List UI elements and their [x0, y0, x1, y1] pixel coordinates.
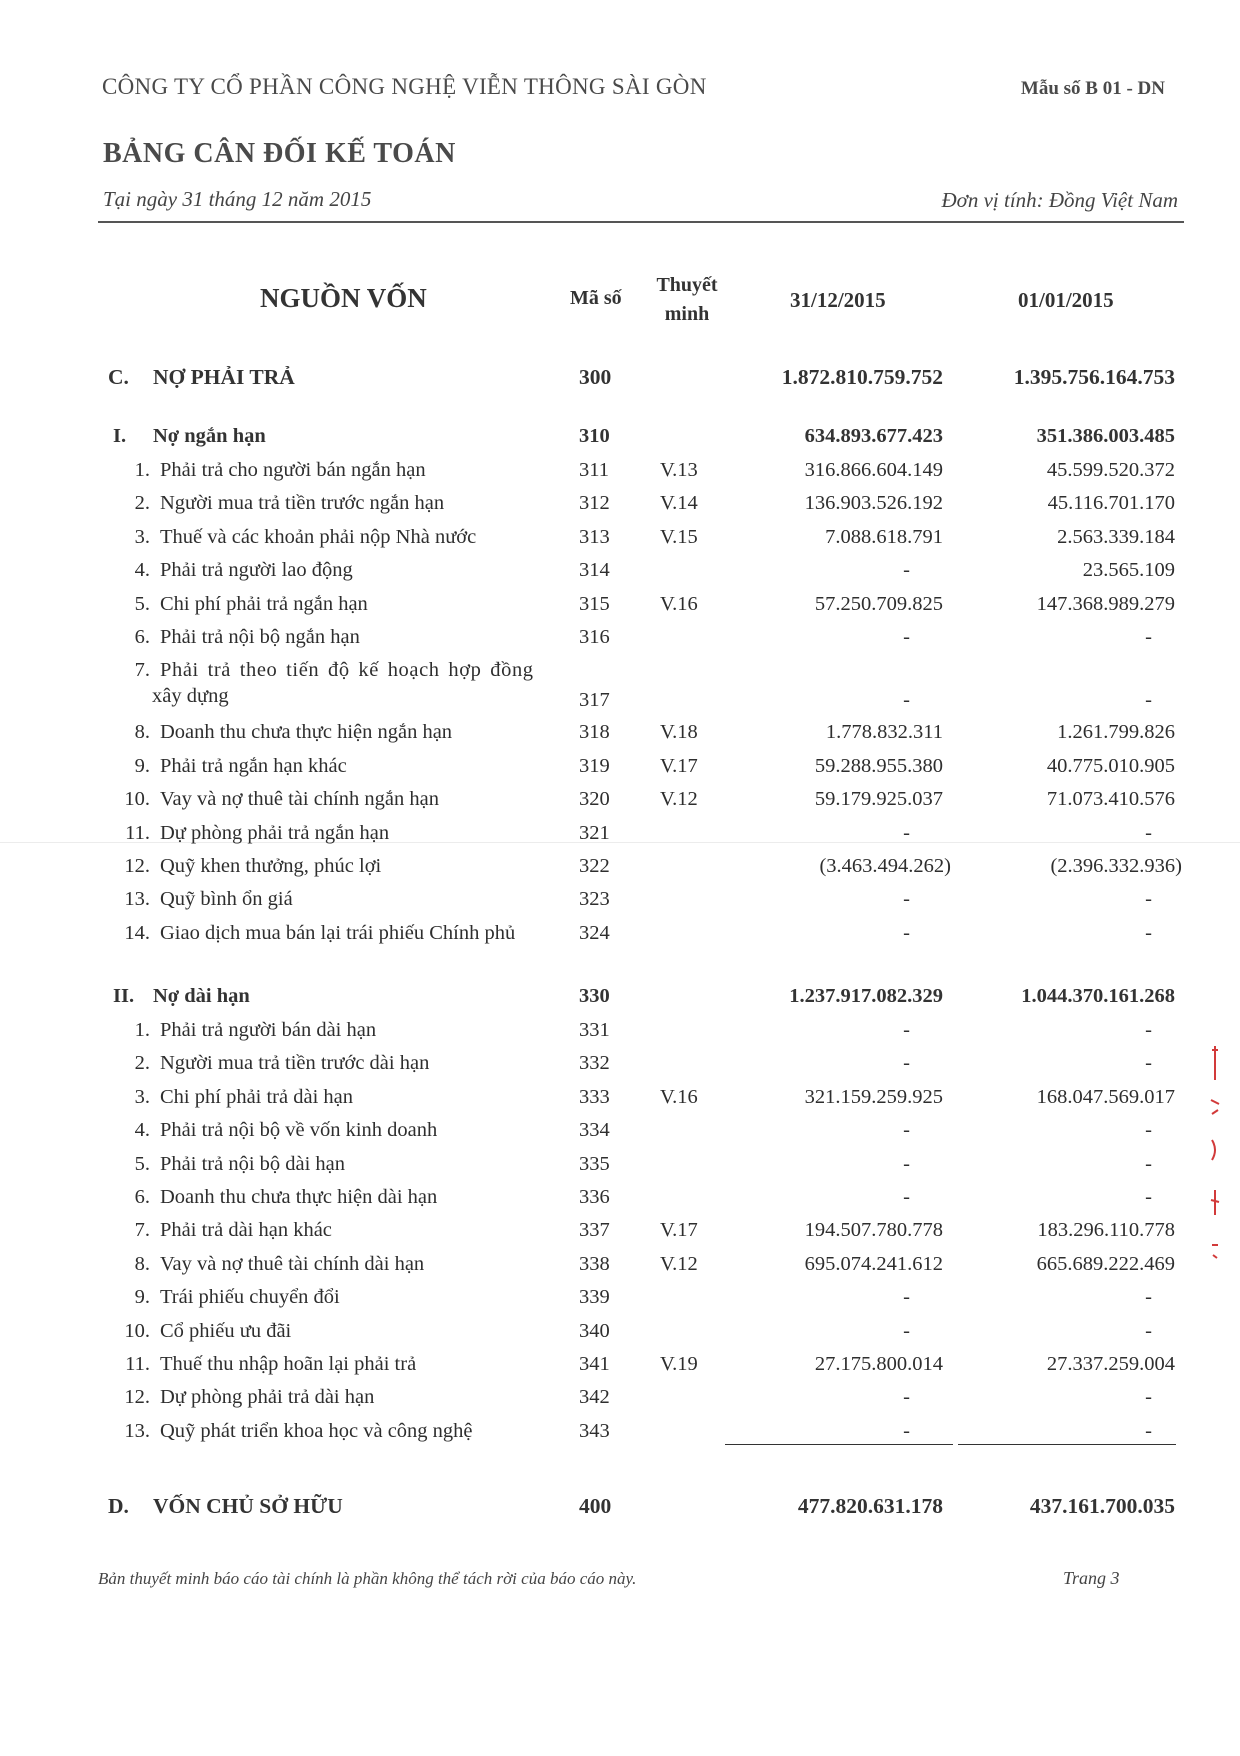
column-header-2015: 31/12/2015: [790, 288, 886, 312]
row-code: 312: [579, 492, 610, 515]
subsection-roman: II.: [113, 985, 135, 1007]
value-2015: -: [903, 626, 910, 648]
row-number: 8.: [134, 1252, 150, 1275]
value-2015: 27.175.800.014: [814, 1353, 943, 1375]
value-2015: -: [903, 559, 910, 582]
table-row: [0, 1019, 1240, 1049]
value-2015: -: [903, 1052, 910, 1075]
company-name: CÔNG TY CỔ PHẦN CÔNG NGHỆ VIỄN THÔNG SÀI GÒN: [102, 74, 707, 99]
row-number: 5.: [134, 592, 150, 615]
row-note: V.17: [660, 1219, 698, 1242]
row-label: Vay và nợ thuê tài chính dài hạn: [160, 1252, 425, 1275]
row-label: Quỹ bình ổn giá: [160, 888, 293, 911]
column-header-note-line1: Thuyết: [656, 274, 718, 296]
table-row: [0, 755, 1240, 785]
table-row: [0, 1219, 1240, 1249]
row-number: 10.: [124, 788, 150, 811]
section-label: VỐN CHỦ SỞ HỮU: [153, 1494, 343, 1518]
column-header-note: [646, 271, 728, 329]
row-label: Dự phòng phải trả ngắn hạn: [160, 821, 390, 844]
value-2014: -: [1145, 1052, 1152, 1075]
row-note: V.16: [660, 1085, 698, 1108]
row-code: 320: [579, 788, 610, 811]
table-row: [0, 1320, 1240, 1350]
value-2014: -: [1145, 1019, 1152, 1041]
value-2014: -: [1145, 626, 1152, 648]
row-label: Phải trả nội bộ ngắn hạn: [160, 626, 360, 648]
value-2014: 40.775.010.905: [1046, 754, 1175, 777]
row-label: Phải trả cho người bán ngắn hạn: [160, 459, 426, 481]
total-underline-2015: [725, 1444, 953, 1445]
value-2014: 23.565.109: [1082, 559, 1175, 582]
table-row: [0, 659, 1240, 719]
table-row: [0, 459, 1240, 489]
row-code: 315: [579, 592, 610, 615]
row-number: 4.: [134, 559, 150, 582]
table-row: [0, 593, 1240, 623]
value-2015: -: [903, 888, 910, 911]
table-row: [0, 922, 1240, 952]
value-2014: 45.116.701.170: [1047, 492, 1175, 515]
row-label: Chi phí phải trả ngắn hạn: [160, 592, 368, 615]
row-number: 13.: [124, 1419, 150, 1442]
footer-note: Bản thuyết minh báo cáo tài chính là phần không thể tách rời của báo cáo này.: [98, 1569, 637, 1588]
value-2015: 316.866.604.149: [804, 459, 943, 481]
row-code: 330: [579, 985, 610, 1007]
row-note: V.15: [660, 525, 698, 548]
row-label: Doanh thu chưa thực hiện ngắn hạn: [160, 721, 453, 744]
form-code: Mẫu số B 01 - DN: [1020, 78, 1165, 99]
row-label: Thuế và các khoản phải nộp Nhà nước: [160, 525, 477, 548]
row-code: 333: [579, 1085, 610, 1108]
row-code: 335: [579, 1152, 610, 1175]
row-number: 12.: [124, 1386, 150, 1409]
table-row: [0, 492, 1240, 522]
value-2014: 1.395.756.164.753: [1013, 365, 1175, 389]
value-2015: -: [903, 1419, 910, 1442]
row-number: 1.: [134, 459, 150, 481]
row-label: Phải trả nội bộ dài hạn: [160, 1152, 346, 1175]
row-note: V.18: [660, 721, 698, 744]
row-code: 313: [579, 525, 610, 548]
row-code: 334: [579, 1119, 610, 1142]
value-2015: 1.237.917.082.329: [789, 985, 943, 1007]
row-label: Phải trả người lao động: [160, 559, 353, 582]
row-code: 319: [579, 754, 610, 777]
value-2015: 59.179.925.037: [814, 788, 943, 811]
column-header-item: NGUỒN VỐN: [260, 283, 427, 313]
value-2015: 634.893.677.423: [804, 425, 943, 447]
value-2014: 71.073.410.576: [1046, 788, 1175, 811]
row-code: 300: [579, 365, 612, 389]
value-2015: -: [903, 689, 910, 712]
table-row: [0, 526, 1240, 556]
row-code: 336: [579, 1186, 610, 1208]
table-row: [0, 822, 1240, 852]
row-code: 324: [579, 921, 610, 944]
value-2015: 1.872.810.759.752: [781, 365, 943, 389]
value-2015: -: [903, 921, 910, 944]
value-2014: -: [1145, 1319, 1152, 1342]
table-row: [0, 1119, 1240, 1149]
row-number: 3.: [134, 1085, 150, 1108]
row-code: 339: [579, 1286, 610, 1309]
row-note: V.16: [660, 592, 698, 615]
row-number: 14.: [124, 921, 150, 944]
row-code: 337: [579, 1219, 610, 1242]
row-code: 318: [579, 721, 610, 744]
value-2015: -: [903, 1119, 910, 1142]
column-header-code: Mã số: [570, 287, 622, 309]
total-underline-2014: [958, 1444, 1176, 1445]
row-number: 7.: [134, 1219, 150, 1242]
row-code: 342: [579, 1386, 610, 1409]
row-code: 310: [579, 425, 610, 447]
value-2014: 1.044.370.161.268: [1021, 985, 1175, 1007]
value-2014: 665.689.222.469: [1036, 1252, 1175, 1275]
table-row: [0, 1052, 1240, 1082]
row-code: 343: [579, 1419, 610, 1442]
value-2015: 59.288.955.380: [814, 754, 943, 777]
row-code: 316: [579, 626, 610, 648]
row-code: 400: [579, 1494, 612, 1518]
row-label: Giao dịch mua bán lại trái phiếu Chính phủ: [160, 921, 516, 944]
row-label: Người mua trả tiền trước dài hạn: [160, 1052, 430, 1075]
row-label: Quỹ phát triển khoa học và công nghệ: [160, 1419, 473, 1442]
row-label: Phải trả ngắn hạn khác: [160, 754, 347, 777]
value-2015: 57.250.709.825: [814, 592, 943, 615]
value-2014: 351.386.003.485: [1036, 425, 1175, 447]
value-2015: 7.088.618.791: [825, 525, 943, 548]
row-code: 321: [579, 821, 610, 844]
value-2015: 321.159.259.925: [804, 1085, 943, 1108]
value-2014: 168.047.569.017: [1036, 1085, 1175, 1108]
value-2015: -: [903, 1019, 910, 1041]
value-2015: 695.074.241.612: [804, 1252, 943, 1275]
row-note: V.14: [660, 492, 698, 515]
row-label: Chi phí phải trả dài hạn: [160, 1085, 353, 1108]
section-row-equity: [0, 1494, 1240, 1524]
section-letter: D.: [108, 1494, 129, 1518]
value-2014: -: [1145, 1419, 1152, 1442]
column-header-2014: 01/01/2015: [1018, 288, 1114, 312]
document-title: BẢNG CÂN ĐỐI KẾ TOÁN: [103, 138, 456, 169]
margin-stamp-marks: [1208, 1040, 1222, 1270]
row-code: 338: [579, 1252, 610, 1275]
row-code: 314: [579, 559, 610, 582]
row-number: 6.: [134, 626, 150, 648]
table-row: [0, 1253, 1240, 1283]
row-number: 9.: [134, 754, 150, 777]
row-code: 341: [579, 1353, 610, 1375]
value-2015: -: [903, 1319, 910, 1342]
value-2014: -: [1145, 689, 1152, 712]
table-row: [0, 1420, 1240, 1450]
row-label: Phải trả người bán dài hạn: [160, 1019, 377, 1041]
header-rule: [98, 221, 1184, 223]
row-note: V.12: [660, 788, 698, 811]
row-label: Dự phòng phải trả dài hạn: [160, 1386, 375, 1409]
value-2014: -: [1145, 921, 1152, 944]
row-label: Phải trả nội bộ về vốn kinh doanh: [160, 1119, 438, 1142]
row-number: 13.: [124, 888, 150, 911]
value-2015: -: [903, 1286, 910, 1309]
value-2014: -: [1145, 1186, 1152, 1208]
row-number: 5.: [134, 1152, 150, 1175]
value-2015: -: [903, 821, 910, 844]
value-2015: -: [903, 1152, 910, 1175]
row-note: V.17: [660, 754, 698, 777]
subsection-label: Nợ dài hạn: [153, 985, 250, 1007]
value-2014: 147.368.989.279: [1036, 592, 1175, 615]
value-2014: 2.563.339.184: [1057, 525, 1175, 548]
table-row: [0, 788, 1240, 818]
row-number: 9.: [134, 1286, 150, 1309]
value-2014: 45.599.520.372: [1046, 459, 1175, 481]
subsection-row-short-term: [0, 425, 1240, 455]
row-number: 1.: [134, 1019, 150, 1041]
currency-unit: Đơn vị tính: Đồng Việt Nam: [941, 188, 1178, 212]
section-letter: C.: [108, 365, 129, 389]
value-2015: 194.507.780.778: [804, 1219, 943, 1242]
table-row: [0, 1186, 1240, 1216]
table-row: [0, 888, 1240, 918]
row-code: 311: [579, 459, 609, 481]
report-date: Tại ngày 31 tháng 12 năm 2015: [103, 187, 372, 211]
row-number: 4.: [134, 1119, 150, 1142]
row-note: V.13: [660, 459, 698, 481]
table-row: [0, 721, 1240, 751]
row-number: 2.: [134, 1052, 150, 1075]
table-row: [0, 559, 1240, 589]
row-label: Trái phiếu chuyển đổi: [160, 1286, 340, 1309]
row-label: Người mua trả tiền trước ngắn hạn: [160, 492, 445, 515]
value-2014: -: [1145, 1386, 1152, 1409]
value-2015: -: [903, 1186, 910, 1208]
row-number: 6.: [134, 1186, 150, 1208]
row-code: 323: [579, 888, 610, 911]
row-number: 8.: [134, 721, 150, 744]
row-label: Vay và nợ thuê tài chính ngắn hạn: [160, 788, 439, 811]
value-2014: -: [1145, 1152, 1152, 1175]
row-label: Phải trả theo tiến độ kế hoạch hợp đồng: [160, 659, 534, 682]
table-row: [0, 855, 1240, 885]
row-number: 2.: [134, 492, 150, 515]
row-note: V.12: [660, 1252, 698, 1275]
table-row: [0, 1386, 1240, 1416]
table-row: [0, 1153, 1240, 1183]
value-2014: -: [1145, 888, 1152, 911]
row-code: 317: [579, 689, 610, 712]
row-label: Cổ phiếu ưu đãi: [160, 1319, 292, 1342]
section-label: NỢ PHẢI TRẢ: [153, 365, 295, 389]
row-code: 331: [579, 1019, 610, 1041]
row-label: Thuế thu nhập hoãn lại phải trả: [160, 1353, 417, 1375]
row-number: 11.: [125, 1353, 150, 1375]
value-2014: 1.261.799.826: [1057, 721, 1175, 744]
row-code: 332: [579, 1052, 610, 1075]
value-2015: -: [903, 1386, 910, 1409]
value-2014: 183.296.110.778: [1037, 1219, 1175, 1242]
value-2015: (3.463.494.262): [819, 855, 951, 877]
row-code: 340: [579, 1319, 610, 1342]
page-number: Trang 3: [1063, 1568, 1120, 1588]
value-2014: (2.396.332.936): [1050, 855, 1182, 877]
table-row: [0, 1353, 1240, 1383]
value-2014: -: [1145, 1286, 1152, 1309]
row-number: 3.: [134, 525, 150, 548]
row-label: Quỹ khen thưởng, phúc lợi: [160, 855, 382, 877]
row-label-continued: xây dựng: [152, 685, 229, 708]
row-note: V.19: [660, 1353, 698, 1375]
row-label: Phải trả dài hạn khác: [160, 1219, 332, 1242]
value-2014: -: [1145, 821, 1152, 844]
table-row: [0, 1286, 1240, 1316]
row-number: 12.: [124, 855, 150, 877]
value-2014: -: [1145, 1119, 1152, 1142]
value-2014: 437.161.700.035: [1029, 1494, 1175, 1518]
section-row-liabilities: [0, 365, 1240, 395]
row-number: 11.: [125, 821, 150, 844]
table-row: [0, 1086, 1240, 1116]
value-2014: 27.337.259.004: [1046, 1353, 1175, 1375]
row-number: 7.: [134, 659, 150, 682]
subsection-roman: I.: [113, 425, 127, 447]
row-label: Doanh thu chưa thực hiện dài hạn: [160, 1186, 438, 1208]
value-2015: 477.820.631.178: [797, 1494, 943, 1518]
row-code: 322: [579, 855, 610, 877]
subsection-row-long-term: [0, 985, 1240, 1015]
subsection-label: Nợ ngắn hạn: [153, 425, 266, 447]
column-header-note-line2: minh: [664, 303, 710, 325]
row-number: 10.: [124, 1319, 150, 1342]
table-row: [0, 626, 1240, 656]
value-2015: 136.903.526.192: [804, 492, 943, 515]
value-2015: 1.778.832.311: [825, 721, 943, 744]
